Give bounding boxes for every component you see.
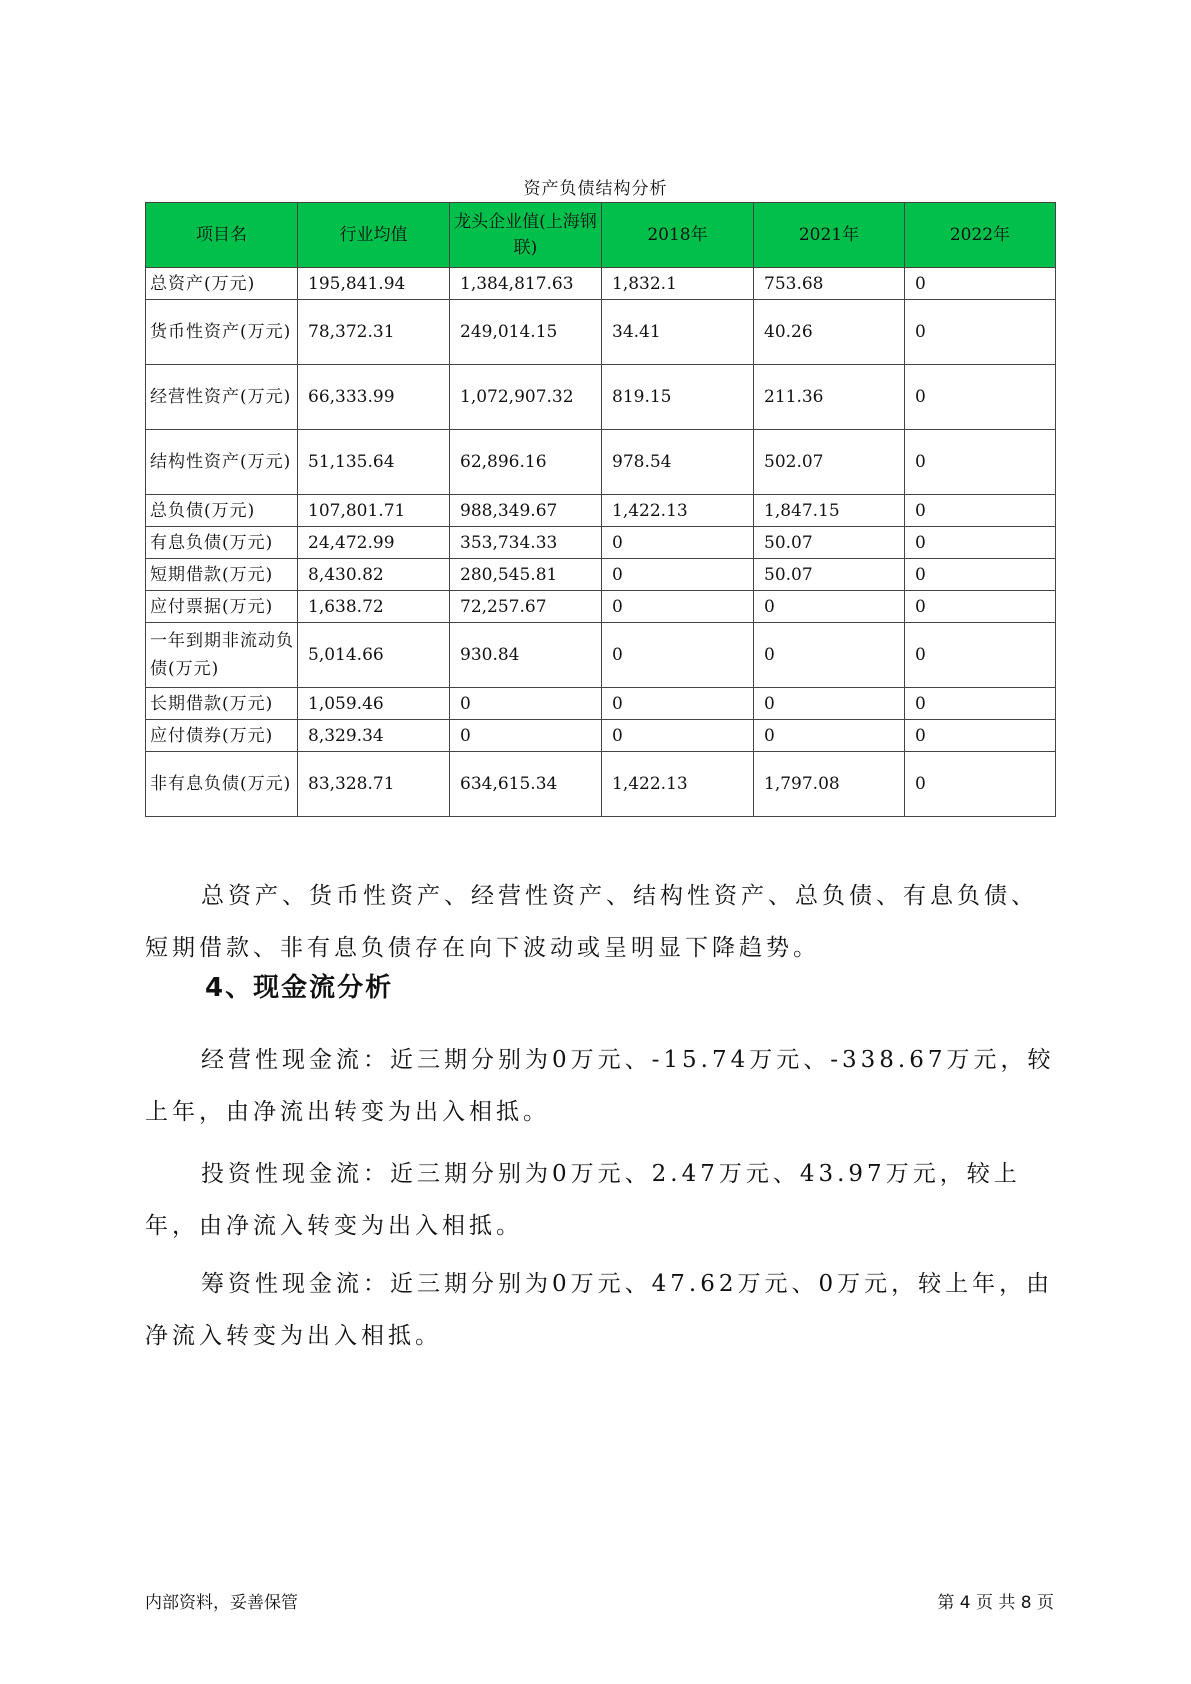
table-cell: 753.68	[754, 268, 905, 300]
row-label: 总资产(万元)	[146, 268, 298, 300]
investing-cashflow-paragraph: 投资性现金流：近三期分别为0万元、2.47万元、43.97万元，较上年，由净流入转变为出入相抵。	[145, 1161, 1021, 1239]
table-cell: 195,841.94	[298, 268, 450, 300]
header-cell: 2022年	[905, 203, 1056, 268]
table-cell: 1,384,817.63	[450, 268, 602, 300]
table-row	[146, 268, 1056, 300]
table-cell: 0	[450, 688, 602, 720]
table-cell: 0	[905, 559, 1056, 591]
row-label: 货币性资产(万元)	[146, 300, 298, 365]
table-cell: 1,422.13	[602, 752, 754, 817]
row-label: 一年到期非流动负债(万元)	[146, 623, 298, 688]
table-cell: 988,349.67	[450, 495, 602, 527]
table-cell: 0	[602, 591, 754, 623]
header-cell: 行业均值	[298, 203, 450, 268]
table-cell: 0	[602, 527, 754, 559]
table-cell: 0	[754, 623, 905, 688]
table-cell: 978.54	[602, 430, 754, 495]
table-row	[146, 720, 1056, 752]
table-cell: 0	[905, 720, 1056, 752]
table-row	[146, 688, 1056, 720]
header-cell: 龙头企业值(上海钢联)	[450, 203, 602, 268]
table-cell: 72,257.67	[450, 591, 602, 623]
table-cell: 211.36	[754, 365, 905, 430]
table-cell: 50.07	[754, 527, 905, 559]
row-label: 长期借款(万元)	[146, 688, 298, 720]
table-cell: 0	[905, 688, 1056, 720]
table-cell: 0	[905, 623, 1056, 688]
table-row	[146, 495, 1056, 527]
table-cell: 0	[602, 623, 754, 688]
table-cell: 0	[905, 495, 1056, 527]
section-title: 4、现金流分析	[205, 973, 394, 1003]
table-cell: 50.07	[754, 559, 905, 591]
table-cell: 1,638.72	[298, 591, 450, 623]
financing-cashflow-paragraph: 筹资性现金流：近三期分别为0万元、47.62万元、0万元，较上年，由净流入转变为出入相抵。	[145, 1271, 1054, 1349]
row-label: 有息负债(万元)	[146, 527, 298, 559]
table-cell: 0	[754, 720, 905, 752]
row-label: 应付债券(万元)	[146, 720, 298, 752]
table-cell: 51,135.64	[298, 430, 450, 495]
table-row	[146, 365, 1056, 430]
table-caption: 资产负债结构分析	[523, 179, 668, 199]
header-cell: 2021年	[754, 203, 905, 268]
table-cell: 0	[905, 365, 1056, 430]
table-row	[146, 430, 1056, 495]
table-row	[146, 527, 1056, 559]
balance-sheet-table	[145, 202, 1056, 817]
row-label: 总负债(万元)	[146, 495, 298, 527]
row-label: 经营性资产(万元)	[146, 365, 298, 430]
table-cell: 0	[905, 591, 1056, 623]
table-cell: 0	[450, 720, 602, 752]
table-cell: 0	[602, 559, 754, 591]
table-cell: 107,801.71	[298, 495, 450, 527]
table-cell: 634,615.34	[450, 752, 602, 817]
table-cell: 0	[905, 268, 1056, 300]
table-cell: 1,797.08	[754, 752, 905, 817]
table-cell: 1,072,907.32	[450, 365, 602, 430]
table-row	[146, 623, 1056, 688]
table-cell: 249,014.15	[450, 300, 602, 365]
table-cell: 66,333.99	[298, 365, 450, 430]
row-label: 短期借款(万元)	[146, 559, 298, 591]
row-label: 非有息负债(万元)	[146, 752, 298, 817]
operating-cashflow-paragraph: 经营性现金流：近三期分别为0万元、-15.74万元、-338.67万元，较上年，由净流出转变为出入相抵。	[145, 1047, 1055, 1125]
table-cell: 83,328.71	[298, 752, 450, 817]
table-cell: 0	[905, 300, 1056, 365]
table-cell: 502.07	[754, 430, 905, 495]
table-row	[146, 591, 1056, 623]
table-row	[146, 300, 1056, 365]
row-label: 结构性资产(万元)	[146, 430, 298, 495]
table-cell: 0	[905, 752, 1056, 817]
table-cell: 930.84	[450, 623, 602, 688]
table-cell: 8,430.82	[298, 559, 450, 591]
table-cell: 78,372.31	[298, 300, 450, 365]
table-cell: 24,472.99	[298, 527, 450, 559]
header-cell: 项目名	[146, 203, 298, 268]
summary-paragraph: 总资产、货币性资产、经营性资产、结构性资产、总负债、有息负债、短期借款、非有息负债存在向下波动或呈明显下降趋势。	[145, 883, 1038, 961]
table-cell: 819.15	[602, 365, 754, 430]
table-cell: 34.41	[602, 300, 754, 365]
table-cell: 0	[754, 688, 905, 720]
row-label: 应付票据(万元)	[146, 591, 298, 623]
table-cell: 62,896.16	[450, 430, 602, 495]
table-cell: 1,847.15	[754, 495, 905, 527]
table-row	[146, 752, 1056, 817]
footer-page-number: 第 4 页 共 8 页	[937, 1593, 1054, 1613]
header-cell: 2018年	[602, 203, 754, 268]
table-cell: 8,329.34	[298, 720, 450, 752]
table-cell: 1,422.13	[602, 495, 754, 527]
table-cell: 280,545.81	[450, 559, 602, 591]
table-row	[146, 559, 1056, 591]
table-cell: 40.26	[754, 300, 905, 365]
table-cell: 0	[905, 527, 1056, 559]
table-cell: 1,832.1	[602, 268, 754, 300]
table-header-row	[146, 203, 1056, 268]
table-cell: 0	[602, 688, 754, 720]
table-cell: 0	[905, 430, 1056, 495]
footer-confidential-note: 内部资料，妥善保管	[145, 1593, 298, 1613]
table-cell: 353,734.33	[450, 527, 602, 559]
table-cell: 5,014.66	[298, 623, 450, 688]
table-cell: 0	[602, 720, 754, 752]
table-cell: 1,059.46	[298, 688, 450, 720]
table-cell: 0	[754, 591, 905, 623]
